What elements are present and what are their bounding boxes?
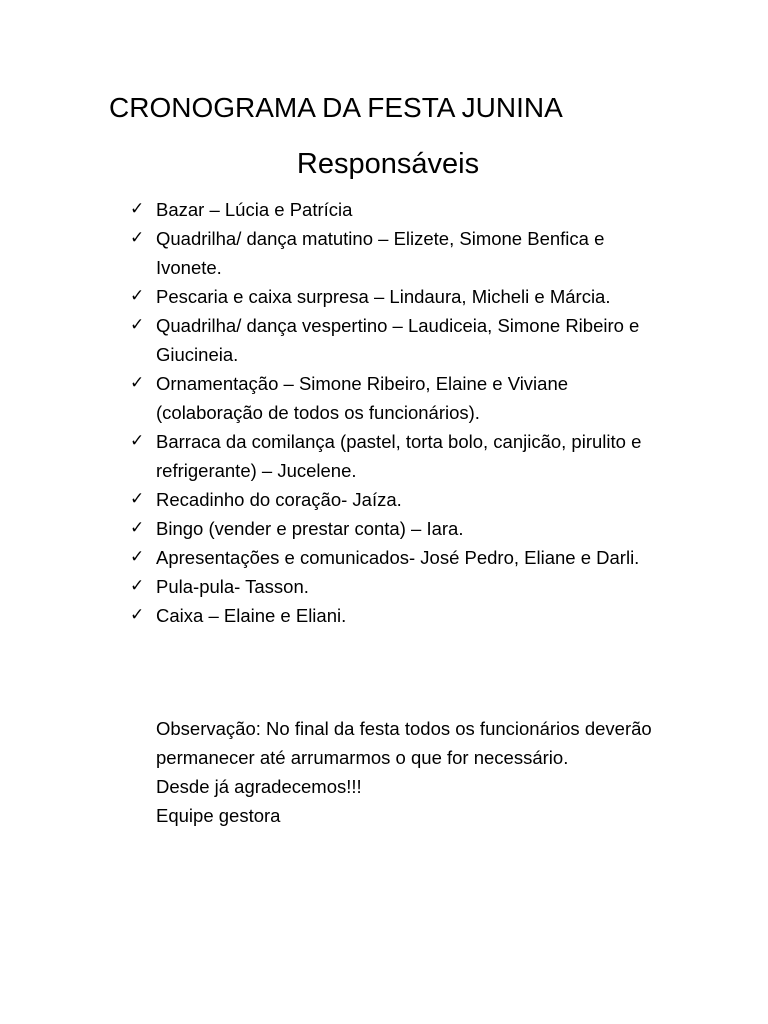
notes-block [156,714,676,830]
list-item-label: Caixa – Elaine e Eliani. [156,605,347,626]
responsibilities-list [130,195,670,630]
check-icon: ✓ [130,228,145,248]
list-item [130,311,670,369]
check-icon: ✓ [130,518,145,538]
list-item [130,224,670,282]
list-item [130,572,670,601]
document-subtitle: Responsáveis [296,148,480,180]
list-item-label: Recadinho do coração- Jaíza. [156,489,402,510]
list-item-label: Quadrilha/ dança vespertino – Laudiceia, Simone Ribeiro e Giucineia. [156,315,640,365]
document-title: CRONOGRAMA DA FESTA JUNINA [109,92,563,123]
list-item [130,514,670,543]
check-icon: ✓ [130,489,145,509]
list-item-label: Bingo (vender e prestar conta) – Iara. [156,518,464,539]
list-item-label: Apresentações e comunicados- José Pedro, Eliane e Darli. [156,547,640,568]
list-item [130,543,670,572]
list-item [130,369,670,427]
check-icon: ✓ [130,199,145,219]
list-item [130,485,670,514]
check-icon: ✓ [130,547,145,567]
observation-text: Observação: No final da festa todos os funcionários deverão permanecer até arrumarmos o que for necessário. [156,718,652,768]
check-icon: ✓ [130,315,145,335]
list-item [130,601,670,630]
list-item-label: Pescaria e caixa surpresa – Lindaura, Micheli e Márcia. [156,286,611,307]
list-item [130,427,670,485]
list-item [130,195,670,224]
signature-text: Equipe gestora [156,805,281,826]
list-item-label: Bazar – Lúcia e Patrícia [156,199,353,220]
check-icon: ✓ [130,576,145,596]
list-item-label: Ornamentação – Simone Ribeiro, Elaine e Viviane (colaboração de todos os funcionários). [156,373,569,423]
check-icon: ✓ [130,431,145,451]
list-item-label: Quadrilha/ dança matutino – Elizete, Simone Benfica e Ivonete. [156,228,605,278]
check-icon: ✓ [130,373,145,393]
list-item [130,282,670,311]
list-item-label: Barraca da comilança (pastel, torta bolo, canjicão, pirulito e refrigerante) – Jucelene. [156,431,642,481]
check-icon: ✓ [130,286,145,306]
thanks-text: Desde já agradecemos!!! [156,776,362,797]
list-item-label: Pula-pula- Tasson. [156,576,309,597]
check-icon: ✓ [130,605,145,625]
